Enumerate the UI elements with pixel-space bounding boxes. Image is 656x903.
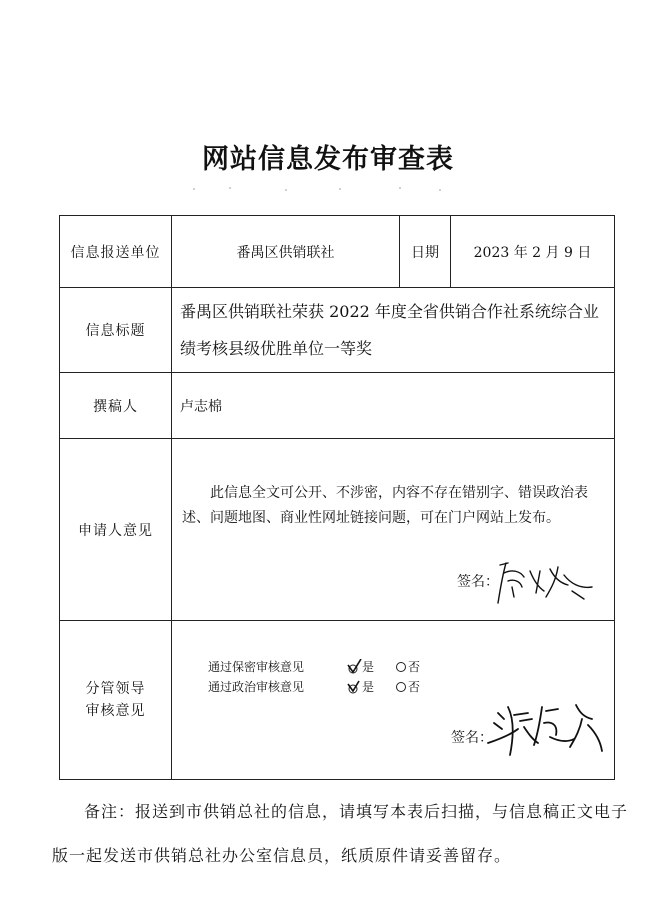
applicant-signature bbox=[494, 557, 599, 607]
author-label: 撰稿人 bbox=[60, 373, 172, 439]
subject-label: 信息标题 bbox=[60, 288, 172, 373]
empty-circle-icon bbox=[396, 662, 406, 672]
review-label: 分管领导审核意见 bbox=[60, 621, 172, 780]
option-no[interactable]: 否 bbox=[396, 657, 420, 677]
row-review bbox=[60, 621, 615, 780]
review-sign-label: 签名： bbox=[451, 730, 493, 746]
scan-dots bbox=[190, 186, 450, 192]
subject-value: 番禺区供销联社荣获 2022 年度全省供销合作社系统综合业绩考核县级优胜单位一等奖 bbox=[172, 288, 615, 373]
applicant-label: 申请人意见 bbox=[60, 439, 172, 621]
row-author bbox=[60, 373, 615, 439]
checked-circle-icon bbox=[346, 679, 362, 695]
author-value: 卢志棉 bbox=[172, 373, 615, 439]
review-question: 通过政治审核意见 bbox=[208, 680, 305, 694]
checked-circle-icon bbox=[346, 659, 362, 675]
reviewer-signature bbox=[484, 699, 612, 761]
row-applicant bbox=[60, 439, 615, 621]
option-yes[interactable]: 是 bbox=[346, 677, 374, 697]
date-label: 日期 bbox=[400, 216, 451, 288]
unit-value: 番禺区供销联社 bbox=[172, 216, 400, 288]
review-item-political bbox=[208, 677, 420, 697]
empty-circle-icon bbox=[396, 682, 406, 692]
review-item-secrecy bbox=[208, 657, 420, 677]
review-question: 通过保密审核意见 bbox=[208, 660, 305, 674]
review-form-table bbox=[59, 215, 615, 780]
unit-label: 信息报送单位 bbox=[60, 216, 172, 288]
applicant-opinion-text: 此信息全文可公开、不涉密，内容不存在错别字、错误政治表述、问题地图、商业性网址链接问题，可在门户网站上发布。 bbox=[182, 485, 588, 526]
row-unit bbox=[60, 216, 615, 288]
form-title: 网站信息发布审查表 bbox=[202, 144, 454, 175]
date-value: 2023 年 2 月 9 日 bbox=[451, 216, 615, 288]
review-checklist bbox=[208, 657, 420, 697]
footnote: 备注：报送到市供销总社的信息，请填写本表后扫描，与信息稿正文电子版一起发送市供销总社办公室信息员，纸质原件请妥善留存。 bbox=[52, 802, 629, 865]
option-yes[interactable]: 是 bbox=[346, 657, 374, 677]
row-subject bbox=[60, 288, 615, 373]
option-no[interactable]: 否 bbox=[396, 677, 420, 697]
applicant-sign-label: 签名： bbox=[457, 574, 499, 590]
